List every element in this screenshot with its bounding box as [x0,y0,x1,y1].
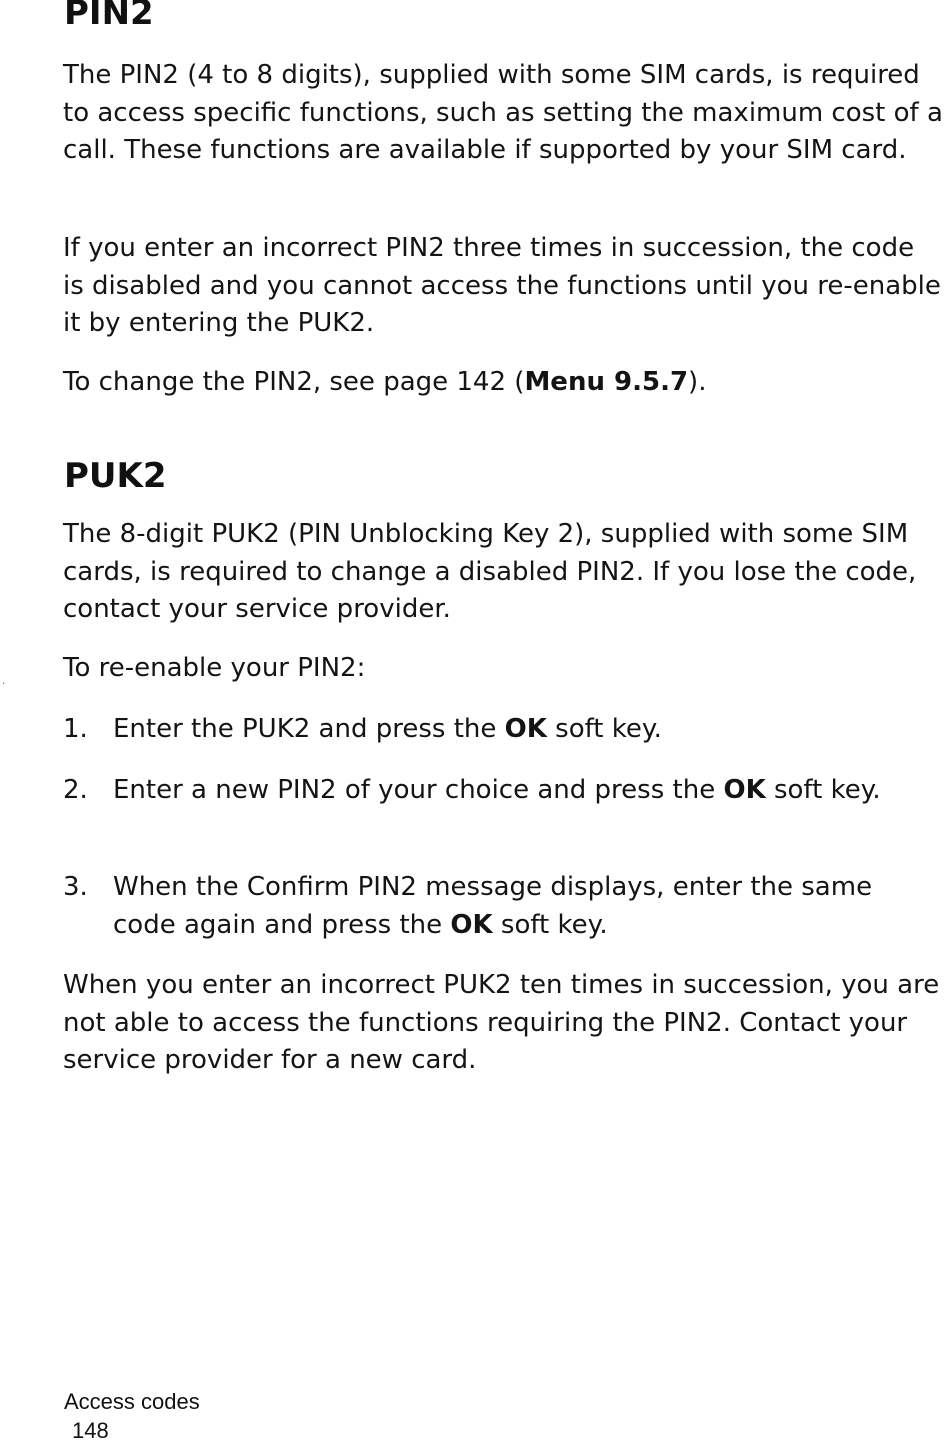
step-number: 2. [63,775,88,805]
see-also-suffix: ). [688,367,707,397]
pin2-heading: PIN2 [64,0,154,33]
puk2-paragraph-2: To re-enable your PIN2: [63,653,366,683]
see-also-prefix: To change the PIN2, see page 142 ( [63,367,525,397]
puk2-heading: PUK2 [64,456,167,496]
step-text: Enter a new PIN2 of your choice and press the OK soft key. [113,775,881,805]
puk2-paragraph-1: The 8-digit PUK2 (PIN Unblocking Key 2), supplied with some SIM cards, is required to change a disabled PIN2. If you lose the code, contact your service provider. [63,519,917,624]
step-text: When the Confirm PIN2 message displays, enter the same code again and press the OK soft key. [113,872,873,940]
footer-section-name: Access codes [64,1389,200,1414]
ok-key-label: OK [450,909,493,940]
step-number: 1. [63,714,88,744]
step-number: 3. [63,872,88,902]
scan-speck: . [2,676,6,687]
pin2-paragraph-2: If you enter an incorrect PIN2 three times in succession, the code is disabled and you cannot access the functions until you re-enable it by entering the PUK2. [63,233,941,338]
step-2 [63,772,943,810]
puk2-closing-paragraph: When you enter an incorrect PUK2 ten times in succession, you are not able to access the functions requiring the PIN2. Contact your service provider for a new card. [63,970,940,1075]
pin2-paragraph-1: The PIN2 (4 to 8 digits), supplied with some SIM cards, is required to access specific functions, such as setting the maximum cost of a call. These functions are available if supported by your SIM card. [63,60,943,165]
menu-reference: Menu 9.5.7 [524,367,689,397]
step-3 [63,869,943,944]
step-text: Enter the PUK2 and press the OK soft key. [113,714,662,744]
step-1 [63,711,943,749]
page-number: 148 [72,1418,109,1443]
ok-key-label: OK [723,775,766,805]
pin2-see-also [63,364,943,402]
ok-key-label: OK [504,714,547,744]
